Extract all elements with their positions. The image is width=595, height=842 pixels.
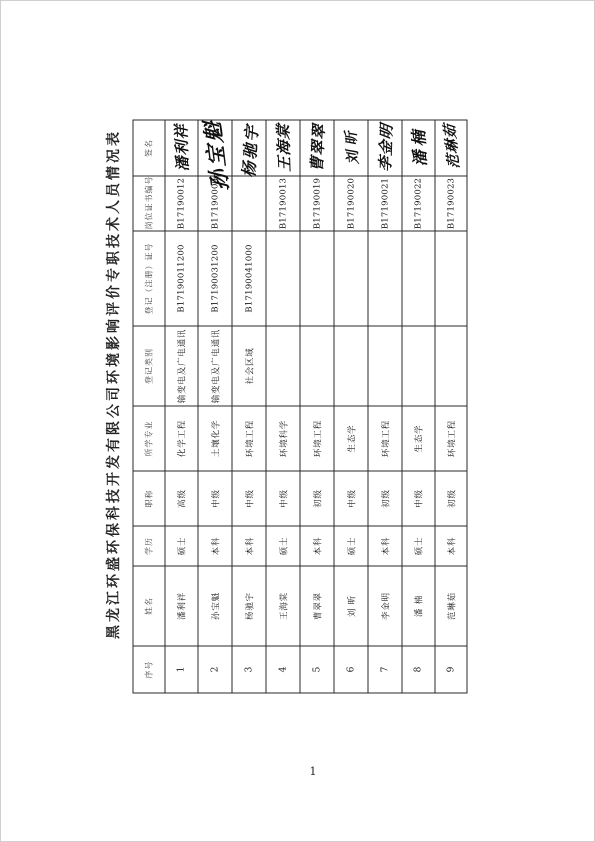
cell-professional-title: 初级	[435, 471, 467, 526]
handwritten-signature: 刘昕	[342, 125, 361, 165]
cell-category	[368, 326, 402, 406]
cell-major: 化学工程	[165, 406, 198, 471]
cell-category	[334, 326, 368, 406]
cell-professional-title: 中级	[334, 471, 368, 526]
cell-registration-no	[368, 231, 402, 326]
cell-certificate-no: B17190019	[300, 176, 334, 231]
cell-no: 8	[402, 646, 435, 693]
cell-certificate-no	[232, 176, 266, 231]
cell-major: 生态学	[402, 406, 435, 471]
cell-registration-no	[402, 231, 435, 326]
cell-education: 硕士	[266, 526, 300, 566]
cell-certificate-no: B17190023	[435, 176, 467, 231]
cell-certificate-no: B17190020	[334, 176, 368, 231]
handwritten-signature: 李金明	[375, 121, 395, 173]
cell-no: 3	[232, 646, 266, 693]
cell-signature	[266, 120, 300, 176]
handwritten-signature: 潘利祥	[171, 122, 192, 172]
cell-name: 范琳茹	[435, 566, 467, 646]
cell-education: 本科	[435, 526, 467, 566]
cell-no: 4	[266, 646, 300, 693]
cell-professional-title: 高级	[165, 471, 198, 526]
table-row	[198, 120, 232, 693]
cell-education: 本科	[198, 526, 232, 566]
cell-no: 7	[368, 646, 402, 693]
cell-major: 环境工程	[300, 406, 334, 471]
cell-registration-no	[435, 231, 467, 326]
cell-major: 环境工程	[368, 406, 402, 471]
handwritten-signature: 范琳茹	[441, 122, 462, 169]
cell-signature	[368, 120, 402, 176]
cell-signature	[402, 120, 435, 176]
cell-signature	[435, 120, 467, 176]
cell-certificate-no: B17190012	[165, 176, 198, 231]
table-row	[165, 120, 198, 693]
cell-category	[300, 326, 334, 406]
cell-registration-no: B17190011200	[165, 231, 198, 326]
cell-name: 潘 楠	[402, 566, 435, 646]
cell-name: 李金明	[368, 566, 402, 646]
header-no: 序号	[133, 646, 165, 693]
cell-professional-title: 初级	[300, 471, 334, 526]
cell-signature	[334, 120, 368, 176]
header-registration-no: 登记（注册）证号	[133, 231, 165, 326]
cell-professional-title: 中级	[402, 471, 435, 526]
cell-no: 6	[334, 646, 368, 693]
cell-certificate-no: B17190021	[368, 176, 402, 231]
cell-major: 土壤化学	[198, 406, 232, 471]
header-certificate-no: 岗位证书编号	[133, 176, 165, 231]
cell-education: 硕士	[402, 526, 435, 566]
page-number: 1	[309, 765, 317, 778]
cell-name: 王海棠	[266, 566, 300, 646]
header-signature: 签名	[133, 120, 165, 176]
handwritten-signature: 杨驰宇	[238, 122, 261, 178]
header-name: 姓名	[133, 566, 165, 646]
cell-no: 5	[300, 646, 334, 693]
cell-professional-title: 中级	[198, 471, 232, 526]
table-row	[368, 120, 402, 693]
cell-professional-title: 中级	[266, 471, 300, 526]
staff-info-table	[132, 119, 467, 693]
table-row	[232, 120, 266, 693]
cell-professional-title: 初级	[368, 471, 402, 526]
handwritten-signature: 曹翠翠	[306, 122, 328, 172]
header-major: 所学专业	[133, 406, 165, 471]
table-row	[266, 120, 300, 693]
table-row	[435, 120, 467, 693]
cell-registration-no	[266, 231, 300, 326]
cell-category	[402, 326, 435, 406]
cell-certificate-no: B17190013	[266, 176, 300, 231]
cell-name: 孙宝魁	[198, 566, 232, 646]
cell-certificate-no: B17190022	[402, 176, 435, 231]
cell-category: 输变电及广电通讯	[198, 326, 232, 406]
table-row	[402, 120, 435, 693]
cell-major: 环境科学	[266, 406, 300, 471]
cell-major: 生态学	[334, 406, 368, 471]
cell-name: 刘 昕	[334, 566, 368, 646]
cell-registration-no	[300, 231, 334, 326]
handwritten-signature: 潘楠	[408, 125, 430, 167]
cell-no: 2	[198, 646, 232, 693]
table-row	[300, 120, 334, 693]
table-row	[334, 120, 368, 693]
handwritten-signature: 孙宝魁	[197, 118, 233, 190]
header-professional-title: 职称	[133, 471, 165, 526]
cell-name: 潘利祥	[165, 566, 198, 646]
document-title: 黑龙江环盛环保科技开发有限公司环境影响评价专职技术人员情况表	[106, 128, 122, 639]
cell-major: 环境工程	[435, 406, 467, 471]
handwritten-signature: 王海棠	[273, 122, 293, 172]
table-header-row	[133, 120, 165, 693]
cell-no: 9	[435, 646, 467, 693]
cell-signature	[197, 118, 233, 190]
cell-name: 曹翠翠	[300, 566, 334, 646]
cell-professional-title: 中级	[232, 471, 266, 526]
cell-signature	[232, 120, 266, 176]
cell-no: 1	[165, 646, 198, 693]
cell-category: 输变电及广电通讯	[165, 326, 198, 406]
cell-registration-no	[334, 231, 368, 326]
cell-education: 硕士	[165, 526, 198, 566]
cell-category: 社会区域	[232, 326, 266, 406]
cell-education: 本科	[232, 526, 266, 566]
cell-education: 本科	[368, 526, 402, 566]
cell-category	[266, 326, 300, 406]
cell-name: 杨驰宇	[232, 566, 266, 646]
staff-table	[132, 120, 466, 693]
cell-major: 环境工程	[232, 406, 266, 471]
cell-signature	[300, 120, 334, 176]
cell-category	[435, 326, 467, 406]
header-education: 学历	[133, 526, 165, 566]
cell-certificate-no: B17190009	[198, 176, 232, 231]
cell-registration-no: B17190041000	[232, 231, 266, 326]
cell-registration-no: B17190031200	[198, 231, 232, 326]
header-category: 登记类别	[133, 326, 165, 406]
cell-signature	[165, 120, 198, 176]
cell-education: 硕士	[334, 526, 368, 566]
cell-education: 本科	[300, 526, 334, 566]
